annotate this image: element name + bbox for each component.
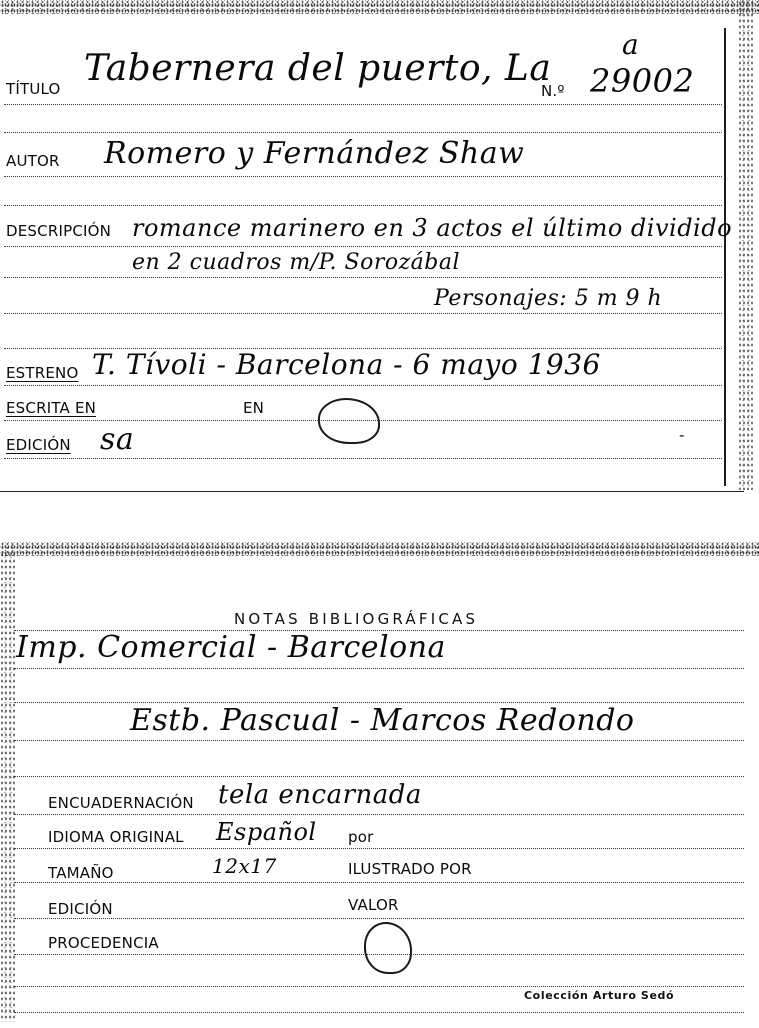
rule: [4, 420, 722, 421]
rule: [4, 385, 722, 386]
descripcion-value-2: en 2 cuadros m/P. Sorozábal: [132, 250, 461, 275]
rule: [14, 954, 744, 955]
notes-line-2: Estb. Pascual - Marcos Redondo: [130, 703, 635, 738]
edicion-value: sa: [100, 422, 135, 457]
rule: [4, 313, 722, 314]
rule: [4, 277, 722, 278]
por-label: por: [348, 828, 374, 846]
rule: [14, 740, 744, 741]
catalog-card-main: [0, 0, 759, 495]
rule: [14, 776, 744, 777]
procedencia-label: PROCEDENCIA: [48, 934, 159, 952]
tamano-value: 12x17: [212, 854, 277, 878]
escrita-en-label: ESCRITA EN: [6, 399, 97, 417]
valor-label: VALOR: [348, 896, 399, 914]
catalog-card-notes: [0, 538, 759, 1028]
idioma-original-label: IDIOMA ORIGINAL: [48, 828, 184, 846]
notas-bibliograficas-title: NOTAS BIBLIOGRÁFICAS: [234, 610, 479, 628]
rule: [14, 814, 744, 815]
numero-label: N.º: [541, 82, 565, 100]
stamp-mark: [364, 922, 412, 974]
scan-edge-left: [0, 552, 16, 1022]
rule: [14, 882, 744, 883]
rule: [4, 132, 722, 133]
autor-value: Romero y Fernández Shaw: [104, 136, 525, 171]
rule: [4, 176, 722, 177]
descripcion-label: DESCRIPCIÓN: [6, 222, 112, 240]
descripcion-value-1: romance marinero en 3 actos el último dividido: [132, 214, 733, 242]
card-bottom-edge: [0, 491, 744, 492]
stamp-mark: [318, 398, 380, 444]
scan-edge-right: [738, 0, 754, 490]
scan-edge-top: [0, 542, 759, 556]
rule: [4, 458, 722, 459]
encuadernacion-value: tela encarnada: [218, 780, 422, 810]
rule: [14, 1012, 744, 1013]
notes-line-1: Imp. Comercial - Barcelona: [16, 630, 446, 665]
titulo-value: Tabernera del puerto, La: [84, 48, 552, 89]
numero-suffix: a: [622, 28, 640, 61]
edicion-dash: -: [679, 426, 685, 444]
rule: [14, 668, 744, 669]
rule: [4, 205, 722, 206]
rule: [4, 104, 722, 105]
estreno-value: T. Tívoli - Barcelona - 6 mayo 1936: [92, 348, 601, 381]
card-right-border: [724, 28, 726, 486]
numero-value: 29002: [590, 62, 695, 100]
en-label: EN: [243, 399, 265, 417]
encuadernacion-label: ENCUADERNACIÓN: [48, 794, 194, 812]
rule: [4, 246, 722, 247]
rule: [14, 986, 744, 987]
titulo-label: TÍTULO: [6, 80, 61, 98]
edicion-label: EDICIÓN: [48, 900, 113, 918]
ilustrado-por-label: ILUSTRADO POR: [348, 860, 472, 878]
scan-edge-top: [0, 0, 759, 14]
coleccion-footer: Colección Arturo Sedó: [524, 989, 675, 1002]
personajes-value: Personajes: 5 m 9 h: [434, 286, 663, 311]
rule: [14, 848, 744, 849]
tamano-label: TAMAÑO: [48, 864, 114, 882]
autor-label: AUTOR: [6, 152, 60, 170]
estreno-label: ESTRENO: [6, 364, 79, 382]
edicion-label: EDICIÓN: [6, 436, 71, 454]
rule: [14, 918, 744, 919]
idioma-value: Español: [216, 818, 317, 846]
